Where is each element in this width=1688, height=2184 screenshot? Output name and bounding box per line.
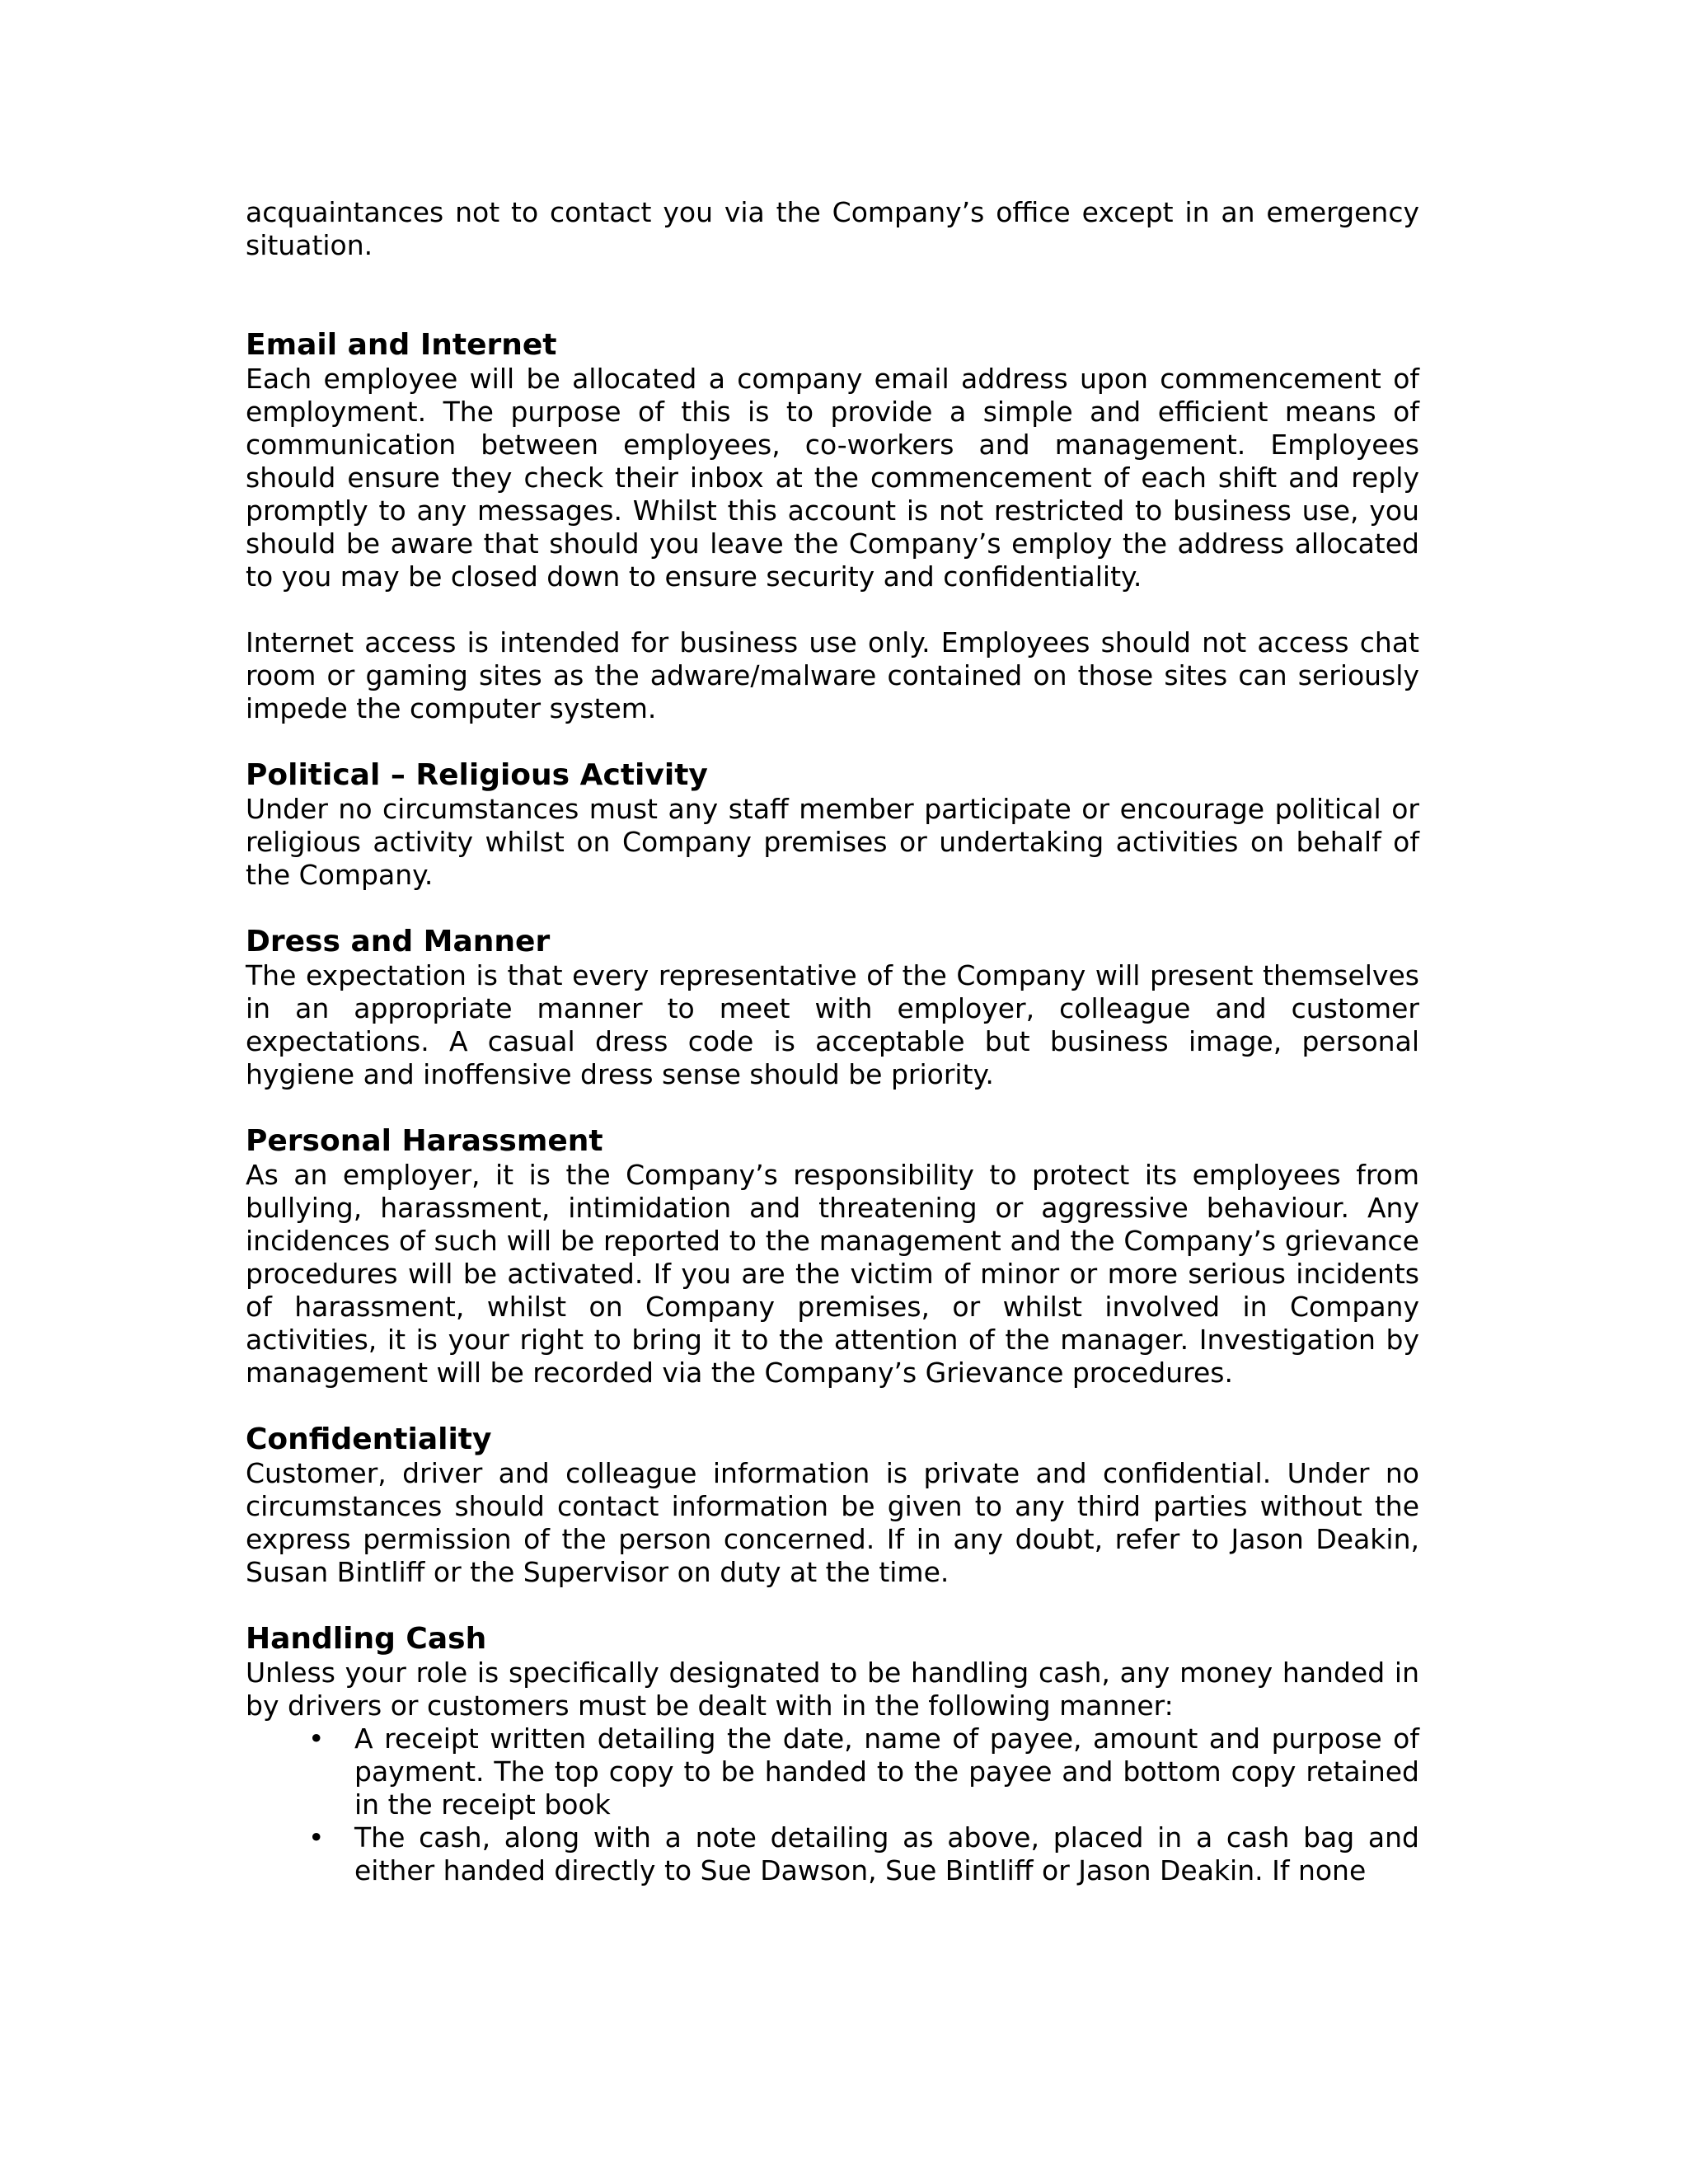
document-page: [246, 196, 1419, 1887]
heading-dress-manner: Dress and Manner: [246, 925, 551, 958]
bullet-marker: •: [308, 1821, 325, 1854]
section-email-internet: [246, 328, 1419, 725]
harassment-paragraph: As an employer, it is the Company’s responsibility to protect its employees from bullying, harassment, intimidation and threatening or aggressive behaviour. Any incidences of such will be reported to the management and the Company’s grievance procedures will be activated. If you are the victim of minor or more serious incidents of harassment, whilst on Company premises, or whilst involved in Company activities, it is your right to bring it to the attention of the manager. Investigation by management will be recorded via the Company’s Grievance procedures.: [246, 1159, 1419, 1389]
section-political-religious: [246, 758, 1419, 892]
section-personal-harassment: [246, 1124, 1419, 1390]
heading-confidentiality: Confidentiality: [246, 1422, 492, 1456]
section-confidentiality: [246, 1422, 1419, 1589]
heading-handling-cash: Handling Cash: [246, 1622, 487, 1656]
bullet-marker: •: [308, 1722, 325, 1755]
intro-paragraph: acquaintances not to contact you via the Company’s office except in an emergency situation.: [246, 196, 1419, 261]
heading-personal-harassment: Personal Harassment: [246, 1124, 603, 1158]
list-item: [246, 1821, 1419, 1887]
political-paragraph: Under no circumstances must any staff member participate or encourage political or religious activity whilst on Company premises or undertaking activities on behalf of the Company.: [246, 793, 1419, 891]
cash-bullet-list: [246, 1722, 1419, 1887]
dress-paragraph: The expectation is that every representative of the Company will present themselves in an appropriate manner to meet with employer, colleague and customer expectations. A casual dress code is acceptable but business image, personal hygiene and inoffensive dress sense should be priority.: [246, 959, 1419, 1090]
heading-email-internet: Email and Internet: [246, 328, 557, 362]
internet-paragraph: Internet access is intended for business use only. Employees should not access chat room or gaming sites as the adware/malware contained on those sites can seriously impede the computer system.: [246, 626, 1419, 724]
section-handling-cash: [246, 1622, 1419, 1887]
cash-paragraph: Unless your role is specifically designated to be handling cash, any money handed in by drivers or customers must be dealt with in the following manner:: [246, 1657, 1419, 1722]
confidentiality-paragraph: Customer, driver and colleague information is private and confidential. Under no circumstances should contact information be given to any third parties without the express permission of the person concerned. If in any doubt, refer to Jason Deakin, Susan Bintliff or the Supervisor on duty at the time.: [246, 1457, 1419, 1588]
list-item: [246, 1722, 1419, 1821]
heading-political-religious: Political – Religious Activity: [246, 758, 708, 792]
list-item-text: The cash, along with a note detailing as above, placed in a cash bag and either handed directly to Sue Dawson, Sue Bintliff or Jason Deakin. If none: [354, 1821, 1419, 1886]
section-dress-manner: [246, 925, 1419, 1091]
list-item-text: A receipt written detailing the date, name of payee, amount and purpose of payment. The top copy to be handed to the payee and bottom copy retained in the receipt book: [354, 1722, 1419, 1821]
email-paragraph: Each employee will be allocated a company email address upon commencement of employment. The purpose of this is to provide a simple and efficient means of communication between employees, co-workers and management. Employees should ensure they check their inbox at the commencement of each shift and reply promptly to any messages. Whilst this account is not restricted to business use, you should be aware that should you leave the Company’s employ the address allocated to you may be closed down to ensure security and confidentiality.: [246, 363, 1419, 593]
